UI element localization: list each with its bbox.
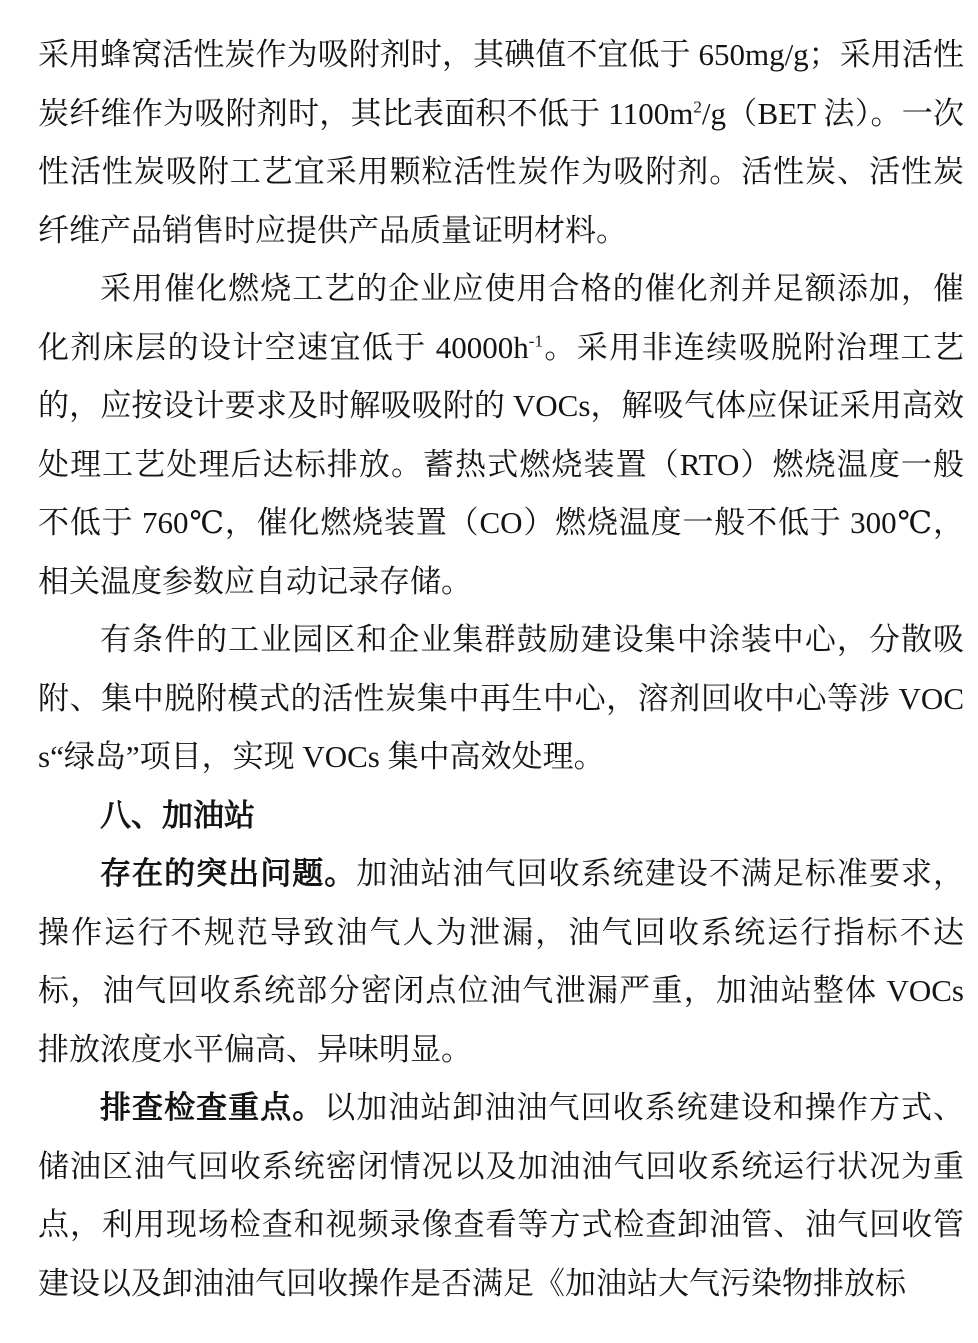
paragraph-text: 有条件的工业园区和企业集群鼓励建设集中涂装中心，分散吸附、集中脱附模式的活性炭集中再生中心，溶剂回收中心等涉 VOCs“绿岛”项目，实现 VOCs 集中高效处理。 (38, 622, 964, 774)
paragraph-catalytic-combustion (38, 260, 964, 611)
paragraph-green-island (38, 611, 964, 787)
paragraph-text: 加油站油气回收系统建设不满足标准要求，操作运行不规范导致油气人为泄漏，油气回收系统运行指标不达标，油气回收系统部分密闭点位油气泄漏严重，加油站整体 VOCs 排放浓度水平偏高、异味明显。 (38, 856, 965, 1067)
paragraph-adsorbent-requirements (38, 26, 964, 260)
paragraph-text: 。采用非连续吸脱附治理工艺的，应按设计要求及时解吸吸附的 VOCs，解吸气体应保证采用高效处理工艺处理后达标排放。蓄热式燃烧装置（RTO）燃烧温度一般不低于 760℃，催化燃烧装置（CO）燃烧温度一般不低于 300℃，相关温度参数应自动记录存储。 (38, 329, 964, 599)
superscript-per-hour: -1 (528, 331, 543, 351)
runin-label-inspection-focus: 排查检查重点。 (100, 1090, 325, 1125)
paragraph-inspection-focus (38, 1079, 964, 1313)
runin-label-outstanding-problems: 存在的突出问题。 (100, 856, 357, 891)
section-heading-gas-station: 八、加油站 (100, 797, 255, 833)
paragraph-outstanding-problems (38, 845, 964, 1079)
paragraph-text: 采用蜂窝活性炭作为吸附剂时，其碘值不宜低于 650mg/g；采用活性炭纤维作为吸附剂时，其比表面积不低于 1100m (38, 37, 964, 131)
paragraph-text: 以加油站卸油油气回收系统建设和操作方式、储油区油气回收系统密闭情况以及加油油气回收系统运行状况为重点，利用现场检查和视频录像查看等方式检查卸油管、油气回收管建设以及卸油油气回收操作是否满足《加油站大气污染物排放标 (38, 1090, 965, 1301)
paragraph-text: /g（BET 法）。一次性活性炭吸附工艺宜采用颗粒活性炭作为吸附剂。活性炭、活性炭纤维产品销售时应提供产品质量证明材料。 (38, 95, 964, 248)
superscript-square-meter: 2 (693, 97, 702, 117)
paragraph-text: 采用催化燃烧工艺的企业应使用合格的催化剂并足额添加，催化剂床层的设计空速宜低于 40000h (38, 271, 964, 365)
